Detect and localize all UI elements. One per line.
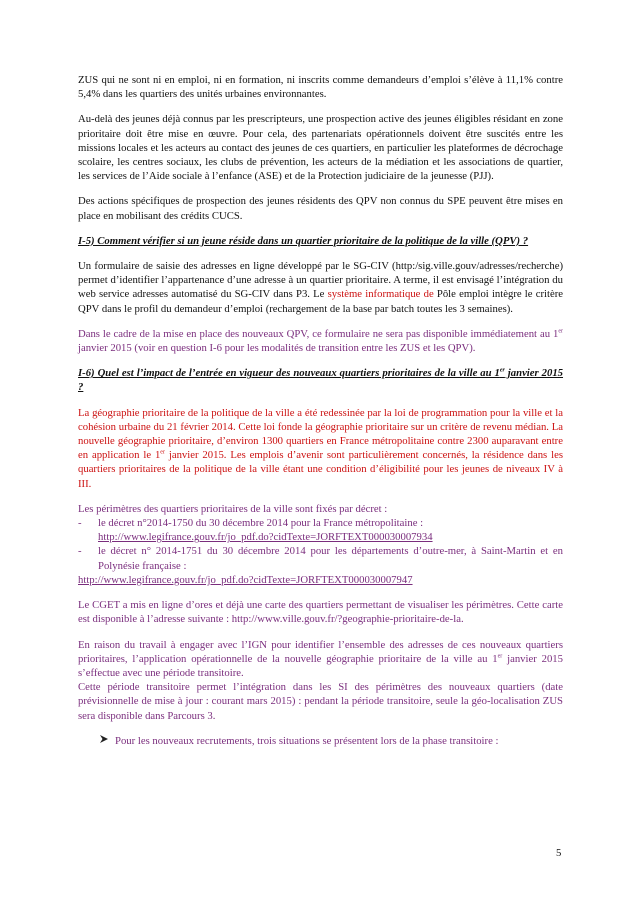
decret-2-text: le décret n° 2014-1751 du 30 décembre 2014 pour les départements d’outre-mer, à Saint-Martin et en Polynésie française : [98, 545, 563, 572]
highlight-red-text: système informatique de [327, 288, 434, 301]
text-segment: En raison du travail à engager avec l’IGN pour identifier l’ensemble des adresses de ces nouveaux quartiers prioritaires, l’application opérationnelle de la nouvelle géographie prioritaire de la ville au 1 [78, 638, 563, 665]
text-segment: janvier 2015. Les emplois d’avenir sont particulièrement concernés, la résidence dans les quartiers prioritaires de la politique de la ville étant une condition d’éligibilité pour les jeunes de niveaux IV à III. [78, 449, 563, 490]
text-segment: Pôle emploi intègre le critère QPV dans le profil du demandeur d’emploi (rechargement de la base par batch toutes les 3 semaines). [78, 288, 563, 315]
paragraph-zus-stats: ZUS qui ne sont ni en emploi, ni en formation, ni inscrits comme demandeurs d’emploi s’élève à 11,1% contre 5,4% dans les quartiers des unités urbaines environnantes. [78, 74, 563, 101]
paragraph-prospection: Au-delà des jeunes déjà connus par les prescripteurs, une prospection active des jeunes éligibles résidant en zone prioritaire doit être mise en œuvre. Pour cela, des partenariats opérationnels doivent être suscités entre les missions locales et les acteurs au contact des jeunes de ces quartiers, en particulier les plateformes de décrochage scolaire, les centres sociaux, les clubs de prévention, les acteurs de la médiation et les associations de quartier, les services de l’Aide sociale à l’enfance (ASE) et de la Protection judiciaire de la jeunesse (PJJ). [78, 113, 563, 183]
decret-1-link[interactable]: http://www.legifrance.gouv.fr/jo_pdf.do?cidTexte=JORFTEXT000030007934 [98, 531, 433, 544]
paragraph-cget: Le CGET a mis en ligne d’ores et déjà une carte des quartiers permettant de visualiser les périmètres. Cette carte est disponible à l’adresse suivante : http://www.ville.gouv.fr/?geographie-prioritaire-de-la. [78, 599, 563, 626]
page-number: 5 [556, 847, 562, 859]
heading-i6 [78, 366, 563, 394]
document-body [78, 73, 563, 748]
paragraph-periode-transitoire: Cette période transitoire permet l’intégration dans les SI des périmètres des nouveaux quartiers (date prévisionnelle de mise à jour : courant mars 2015) : pendant la période transitoire, seule la géo-localisation ZUS sera disponible dans Parcours 3. [78, 681, 563, 722]
arrow-item-text: Pour les nouveaux recrutements, trois situations se présentent lors de la phase transitoire : [115, 734, 499, 747]
text-segment: janvier 2015 (voir en question I-6 pour les modalités de transition entre les ZUS et les QPV). [78, 342, 476, 355]
paragraph-link-2 [78, 573, 563, 587]
text-segment: I-6) Quel est l’impact de l’entrée en vigueur des nouveaux quartiers prioritaires de la ville au 1 [78, 367, 500, 380]
paragraph-formulaire [78, 259, 563, 316]
superscript: er [497, 653, 503, 660]
paragraph-qpv-transition [78, 327, 563, 355]
heading-i5-text: I-5) Comment vérifier si un jeune réside dans un quartier prioritaire de la politique de la ville (QPV) ? [78, 234, 529, 247]
list-dash: - [78, 545, 82, 558]
text-segment: janvier 2015 s’effectue avec une période transitoire. [78, 652, 563, 679]
decret-2-link[interactable]: http://www.legifrance.gouv.fr/jo_pdf.do?cidTexte=JORFTEXT000030007947 [78, 573, 413, 586]
superscript: er [558, 328, 563, 335]
paragraph-actions-specifiques: Des actions spécifiques de prospection des jeunes résidents des QPV non connus du SPE peuvent être mises en place en mobilisant des crédits CUCS. [78, 195, 563, 222]
text-segment: Dans le cadre de la mise en place des nouveaux QPV, ce formulaire ne sera pas disponible immédiatement au 1 [78, 327, 559, 340]
list-item-decret-2 [78, 544, 563, 572]
paragraph-geographie-prioritaire [78, 406, 563, 491]
arrow-list-item [78, 734, 563, 748]
superscript: er [499, 367, 505, 374]
heading-i6-text [78, 367, 563, 393]
text-segment: La géographie prioritaire de la politique de la ville a été redessinée par la loi de programmation pour la ville et la cohésion urbaine du 21 février 2014. Cette loi fonde la géographie prioritaire sur un critère de revenu médian. La nouvelle géographie prioritaire, d’environ 1300 quartiers en France métropolitaine contre 2300 auparavant entre en application le 1 [78, 406, 563, 462]
paragraph-perimetres: Les périmètres des quartiers prioritaires de la ville sont fixés par décret : [78, 502, 388, 515]
paragraph-ign [78, 638, 563, 681]
heading-i5 [78, 234, 563, 248]
list-dash: - [78, 517, 82, 530]
list-item-text [98, 516, 563, 544]
text-segment: janvier 2015 ? [78, 367, 564, 394]
list-item-decret-1 [78, 516, 563, 544]
text-segment: Un formulaire de saisie des adresses en ligne développé par le SG-CIV (http:/sig.ville.gouv/adresses/recherche) permet d’identifier l’appartenance d’une adresse à un quartier prioritaire. A terme, il est envisagé l’intégration du web service adresses automatisé du SG-CIV dans P3. Le [78, 260, 563, 301]
arrow-bullet-icon [99, 734, 115, 748]
superscript: er [160, 449, 165, 456]
decret-1-text: le décret n°2014-1750 du 30 décembre 2014 pour la France métropolitaine : [98, 517, 424, 530]
